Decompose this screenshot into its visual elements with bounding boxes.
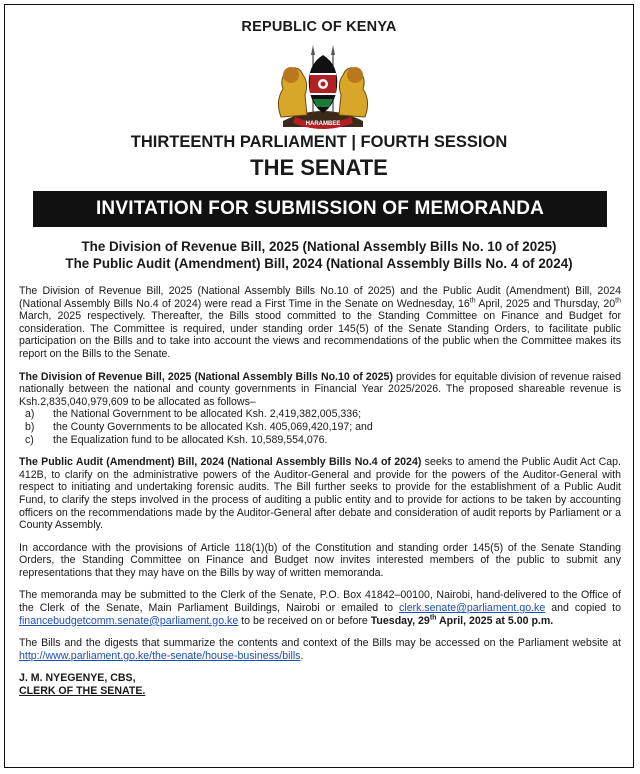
list-item: c) the Equalization fund to be allocated Ksh. 10,589,554,076. [25,433,328,446]
bill-title-2: The Public Audit (Amendment) Bill, 2024 (National Assembly Bills No. 4 of 2024) [65,256,573,271]
public-audit-paragraph: The Public Audit (Amendment) Bill, 2024 (National Assembly Bills No.4 of 2024) seeks to amend the Public Audit Act Cap. 412B, to clarify on the administrative powers of the Auditor-General and provide for the powers of the Auditor-General with respect to initiating and undertaking forensic audits. The Bill further seeks to provide for the establishment of a Public Audit Fund, to clarify the steps involved in the process of auditing a public entity and to provide for actions to be taken by accounting officers on the recommendations made by the Auditor-General after debate and consideration of audit reports by Parliament or a County Assembly. [19,456,622,532]
invitation-banner [33,191,607,227]
list-item: b) the County Governments to be allocated Ksh. 405,069,420,197; and [25,420,373,433]
senate-heading: THE SENATE [250,155,388,180]
deadline-text: Tuesday, 29th April, 2025 at 5.00 p.m. [370,614,554,627]
signatory-name: J. M. NYEGENYE, CBS, [19,672,136,685]
clerk-email-link[interactable]: clerk.senate@parliament.go.ke [399,602,546,615]
bill-title-1: The Division of Revenue Bill, 2025 (National Assembly Bills No. 10 of 2025) [81,239,557,254]
committee-email-link[interactable]: financebudgetcomm.senate@parliament.go.ke [19,614,239,627]
signature-block [19,672,621,697]
notice-page [4,4,634,768]
website-paragraph: The Bills and the digests that summarize the contents and context of the Bills may be accessed on the Parliament website at http://www.parliament.go.ke/the-senate/house-business/bills. [19,637,621,662]
allocation-list [19,408,621,446]
intro-paragraph: The Division of Revenue Bill, 2025 (National Assembly Bills No.10 of 2025) and the Public Audit (Amendment) Bill, 2024 (National Assembly Bills No.4 of 2024) were read a First Time in the Senate on Wednesday, 16th April, 2025 and Thursday, 20th March, 2025 respectively. Thereafter, the Bills stood committed to the Standing Committee on Finance and Budget for consideration. The Committee is required, under standing order 145(5) of the Senate Standing Orders, to facilitate public participation on the Bills and to take into account the views and recommendations of the public when the Committee makes its report on the Bills to the Senate. [19,285,621,360]
notice-body [19,285,621,698]
republic-heading: REPUBLIC OF KENYA [241,19,397,35]
list-item: a) the National Government to be allocated Ksh. 2,419,382,005,336; [25,408,362,421]
signatory-title: CLERK OF THE SENATE. [19,685,146,698]
parliament-session-heading: THIRTEENTH PARLIAMENT | FOURTH SESSION [130,133,508,151]
coat-of-arms-icon [269,41,377,133]
bills-heading [5,238,633,272]
division-of-revenue-paragraph: The Division of Revenue Bill, 2025 (National Assembly Bills No.10 of 2025) provides for equitable division of revenue raised nationally between the national and county governments in Financial Year 2025/2026. The proposed shareable revenue is Ksh.2,835,040,979,609 to be allocated as follows– [19,370,622,408]
invitation-paragraph: In accordance with the provisions of Article 118(1)(b) of the Constitution and standing order 145(5) of the Senate Standing Orders, the Standing Committee on Finance and Budget now invites interested members of the public to submit any representations that they may have on the Bills by way of written memoranda. [19,541,621,579]
parliament-website-link[interactable]: http://www.parliament.go.ke/the-senate/house-business/bills [19,649,301,662]
invitation-banner-text: INVITATION FOR SUBMISSION OF MEMORANDA [95,198,545,219]
submission-paragraph: The memoranda may be submitted to the Clerk of the Senate, P.O. Box 41842–00100, Nairobi, hand-delivered to the Office of the Clerk of the Senate, Main Parliament Buildings, Nairobi or emailed to clerk.senate@parliament.go.ke and copied to financebudgetcomm.senate@parliament.go.ke to be received on or before Tuesday, 29th April, 2025 at 5.00 p.m. [19,589,621,627]
coat-of-arms-motto: HARAMBEE [305,121,341,127]
